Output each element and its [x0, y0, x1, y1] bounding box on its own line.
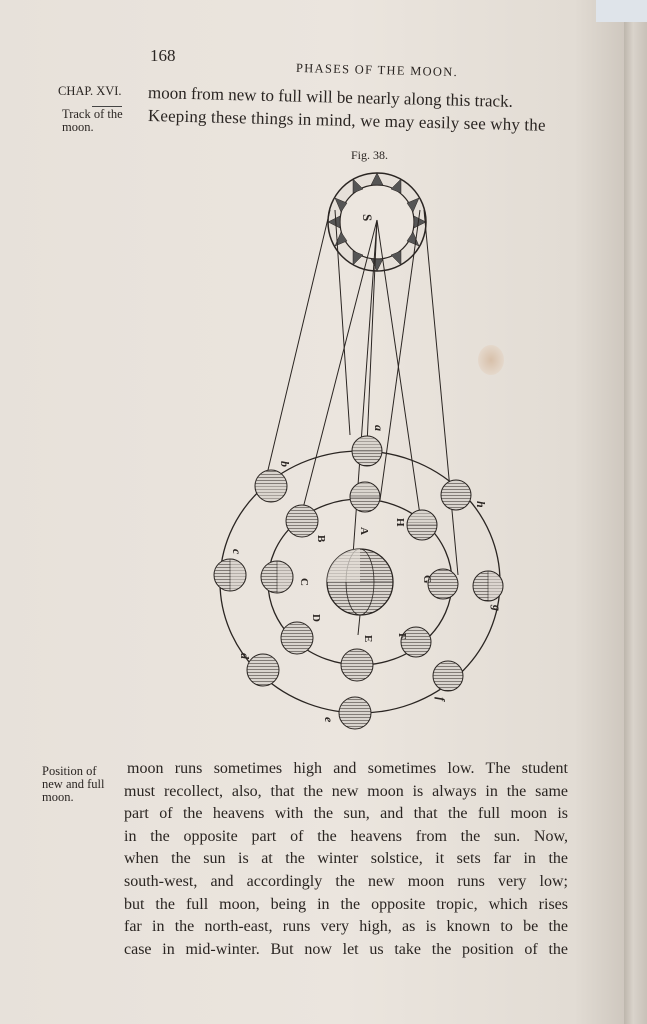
figure-label: Fig. 38. [351, 148, 389, 162]
text-line: south-west, and accordingly the new moon runs very low; [124, 872, 568, 890]
label-outer-a: a [372, 425, 386, 431]
moon-inner-C [261, 561, 293, 593]
label-inner-H: H [394, 518, 406, 527]
label-outer-e: e [322, 717, 336, 723]
page-edge [624, 0, 647, 1024]
background-corner [596, 0, 647, 22]
moon-inner-A [350, 482, 380, 512]
label-inner-E: E [362, 635, 374, 643]
text-line: but the full moon, being in the opposite tropic, which rises [124, 895, 568, 913]
text-line: far in the north-east, runs very high, as is known to be the [124, 918, 568, 936]
margin-note-line: Position of [42, 764, 97, 778]
moon-outer-b [255, 470, 287, 502]
moon-outer-c [214, 559, 246, 591]
label-outer-b: b [278, 461, 292, 467]
label-inner-F: F [396, 633, 408, 640]
label-inner-D: D [310, 614, 322, 622]
text-line: moon runs sometimes high and sometimes low. The student [127, 760, 568, 777]
margin-note-line: new and full [42, 777, 105, 791]
moon-inner-H [407, 510, 437, 540]
text-line: moon from new to full will be nearly along this track. [147, 83, 514, 111]
sun-label: S [360, 214, 375, 222]
text-line: in the opposite part of the heavens from the sun. Now, [124, 827, 568, 845]
label-inner-G: G [421, 575, 433, 584]
margin-note-line: Track of the [62, 107, 123, 121]
earth-globe [327, 549, 393, 615]
text-line: must recollect, also, that the new moon is always in the same [124, 782, 568, 800]
text-line: when the sun is at the winter solstice, it sets far in the [124, 850, 568, 868]
margin-note-line: moon. [62, 120, 94, 134]
label-outer-h: h [474, 501, 488, 508]
label-outer-f: f [434, 697, 448, 701]
chapter-label: CHAP. XVI. [58, 84, 122, 98]
moon-phase-diagram [205, 165, 515, 740]
moon-inner-B [286, 505, 318, 537]
label-inner-C: C [298, 578, 310, 586]
moon-inner-F [401, 627, 431, 657]
label-outer-d: d [238, 653, 252, 659]
label-inner-B: B [315, 535, 327, 543]
running-head: PHASES OF THE MOON. [295, 60, 459, 80]
label-outer-c: c [230, 549, 244, 555]
moon-outer-e [339, 697, 371, 729]
body-paragraph [124, 758, 568, 961]
moon-inner-D [281, 622, 313, 654]
moon-inner-E [341, 649, 373, 681]
moon-outer-f [433, 661, 463, 691]
moon-outer-a [352, 436, 382, 466]
text-line: part of the heavens with the sun, and that the full moon is [124, 805, 568, 823]
margin-note-line: moon. [42, 790, 74, 804]
moon-inner-G [428, 569, 458, 599]
text-line: case in mid-winter. But now let us take the position of the [124, 940, 568, 958]
label-inner-A: A [358, 527, 370, 535]
moon-outer-h [441, 480, 471, 510]
label-outer-g: g [490, 605, 504, 611]
text-line: Keeping these things in mind, we may easily see why the [147, 106, 546, 135]
margin-note-track [62, 108, 123, 134]
moon-outer-g [473, 571, 503, 601]
page-number: 168 [150, 46, 176, 65]
margin-note-position [42, 765, 104, 804]
